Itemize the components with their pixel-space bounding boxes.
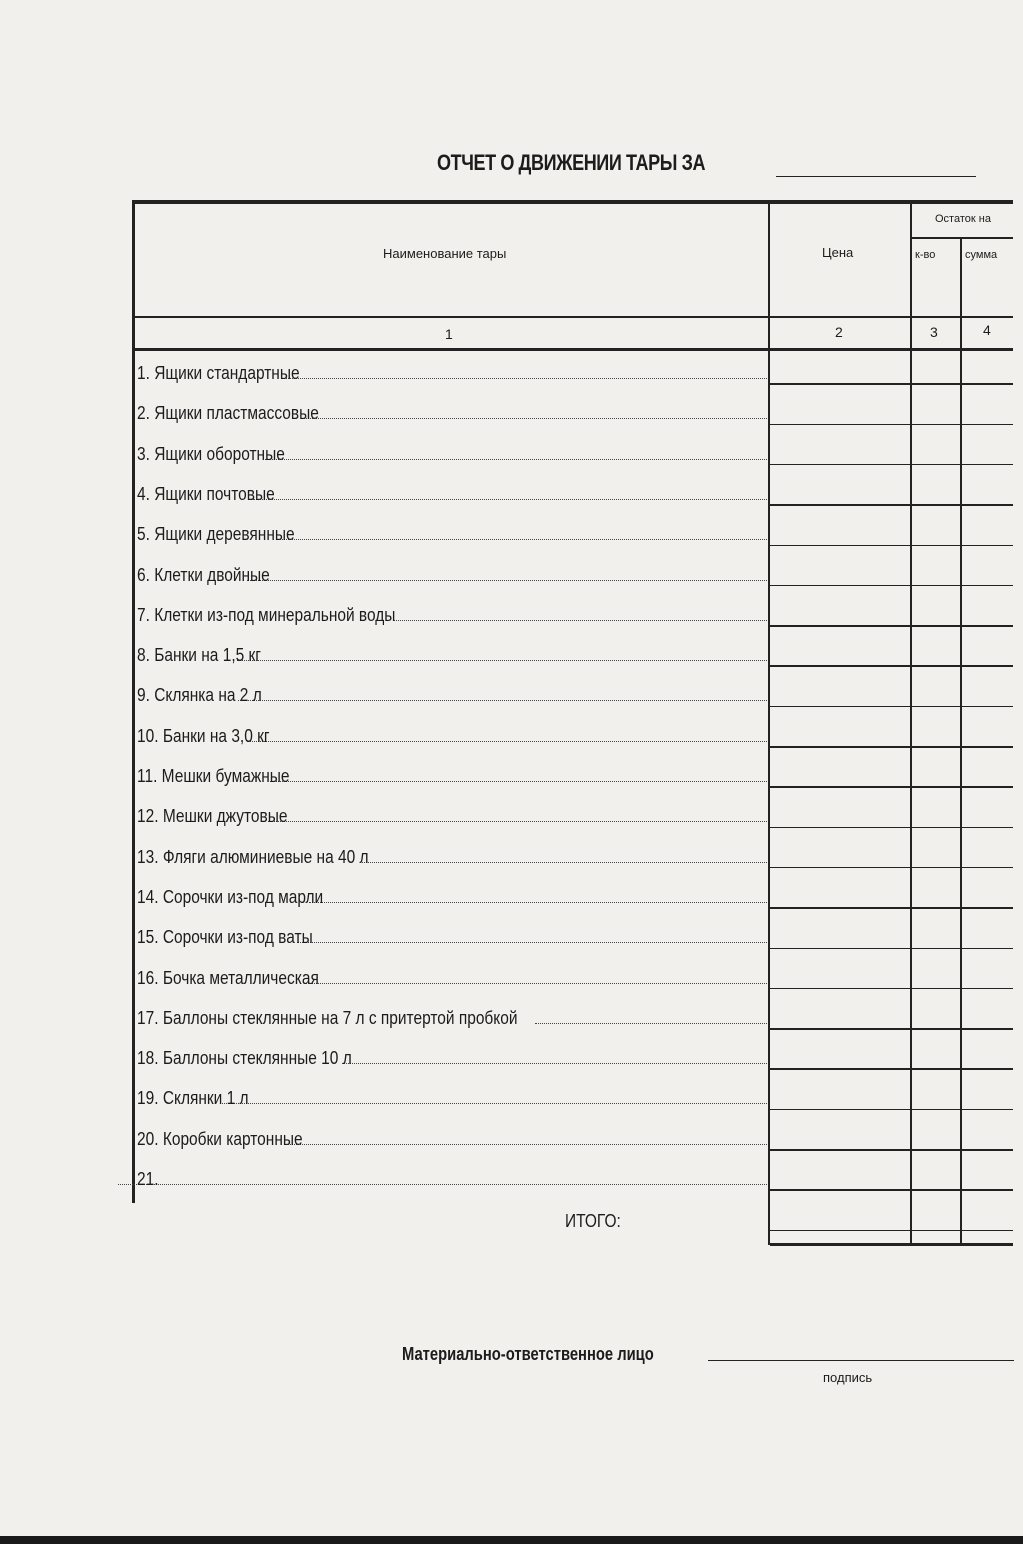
row-label: 9. Склянка на 2 л [137,685,262,706]
table-row [137,1001,767,1029]
column-number-4: 4 [983,322,991,338]
row-divider [770,545,1013,547]
column-header-balance: Остаток на [935,213,991,225]
row-divider [770,1028,1013,1030]
dotted-leader [297,942,767,943]
scan-edge [0,1536,1023,1544]
signature-label: Материально-ответственное лицо [402,1344,654,1364]
dotted-leader [304,418,767,419]
row-divider [770,746,1013,748]
dotted-leader [238,700,767,701]
row-divider [770,706,1013,708]
column-number-3: 3 [930,324,938,340]
dotted-leader [222,1103,767,1104]
row-divider [770,1149,1013,1151]
signature-line [708,1360,1014,1361]
row-label: 17. Баллоны стеклянные на 7 л с притертой пробкой [137,1007,518,1028]
table-row [137,1122,767,1150]
column-number-1: 1 [445,326,453,342]
row-divider [770,585,1013,587]
row-label: 3. Ящики оборотные [137,443,285,464]
row-label: 21. [137,1169,159,1189]
signature-caption: подпись [823,1370,873,1385]
period-blank-line [776,176,976,177]
row-divider [770,625,1013,627]
row-label: 1. Ящики стандартные [137,363,300,383]
table-row [137,638,767,666]
row-label: 5. Ящики деревянные [137,524,295,545]
row-divider [770,786,1013,788]
dotted-leader [253,499,767,500]
dotted-leader [309,902,767,903]
table-row [137,1162,767,1190]
dotted-leader [285,1144,767,1145]
row-divider [770,665,1013,667]
dotted-leader [247,741,767,742]
dotted-leader [247,580,767,581]
column-header-sum: сумма [965,249,998,261]
row-label: 20. Коробки картонные [137,1128,303,1149]
row-label: 18. Баллоны стеклянные 10 л [137,1048,352,1069]
row-divider [770,867,1013,869]
dotted-leader [237,660,767,661]
table-row [137,799,767,827]
dotted-leader [268,821,767,822]
dotted-leader [362,862,767,863]
dotted-leader [304,983,767,984]
row-label: 8. Банки на 1,5 кг [137,645,261,666]
dotted-leader [393,620,767,621]
row-label: 7. Клетки из-под минеральной воды [137,604,396,625]
dotted-leader [265,459,767,460]
total-label: ИТОГО: [565,1211,621,1231]
row-divider [770,504,1013,506]
table-row [137,920,767,948]
row-divider [770,988,1013,990]
row-label: 10. Банки на 3,0 кг [137,725,270,746]
row-label: 2. Ящики пластмассовые [137,403,319,424]
column-number-2: 2 [835,324,843,340]
table-row [137,517,767,545]
row-label: 11. Мешки бумажные [137,766,290,786]
row-label: 13. Фляги алюминиевые на 40 л [137,846,369,867]
dotted-leader [276,539,767,540]
row-label: 4. Ящики почтовые [137,483,275,504]
row-label: 16. Бочка металлическая [137,967,319,988]
table-row [137,759,767,787]
row-label: 14. Сорочки из-под марли [137,886,324,907]
column-header-name: Наименование тары [383,246,507,261]
row-divider [770,1109,1013,1111]
table-row [137,598,767,626]
table-row [137,1081,767,1109]
row-divider [770,383,1013,385]
row-divider [770,1068,1013,1070]
row-label: 15. Сорочки из-под ваты [137,927,313,948]
table-row [137,961,767,989]
row-divider [770,424,1013,426]
dotted-leader [535,1023,767,1024]
dotted-leader [118,1184,767,1185]
dotted-leader [282,378,767,379]
dotted-leader [270,781,767,782]
row-label: 12. Мешки джутовые [137,806,288,827]
row-divider [770,1189,1013,1191]
row-label: 19. Склянки 1 л [137,1088,249,1109]
row-divider [770,464,1013,466]
table-row [137,840,767,868]
report-title: ОТЧЕТ О ДВИЖЕНИИ ТАРЫ ЗА [437,150,706,175]
row-divider [770,907,1013,909]
table-row [137,1041,767,1069]
dotted-leader [342,1063,767,1064]
row-divider [770,948,1013,950]
table-row [137,558,767,586]
row-divider [770,1230,1013,1232]
row-label: 6. Клетки двойные [137,564,270,585]
table-row [137,477,767,505]
row-divider [770,827,1013,829]
table-row [137,356,767,384]
table-row [137,719,767,747]
table-row [137,396,767,424]
table-row [137,880,767,908]
column-header-price: Цена [822,245,854,260]
table-row [137,678,767,706]
column-header-qty: к-во [915,249,936,261]
table-row [137,437,767,465]
